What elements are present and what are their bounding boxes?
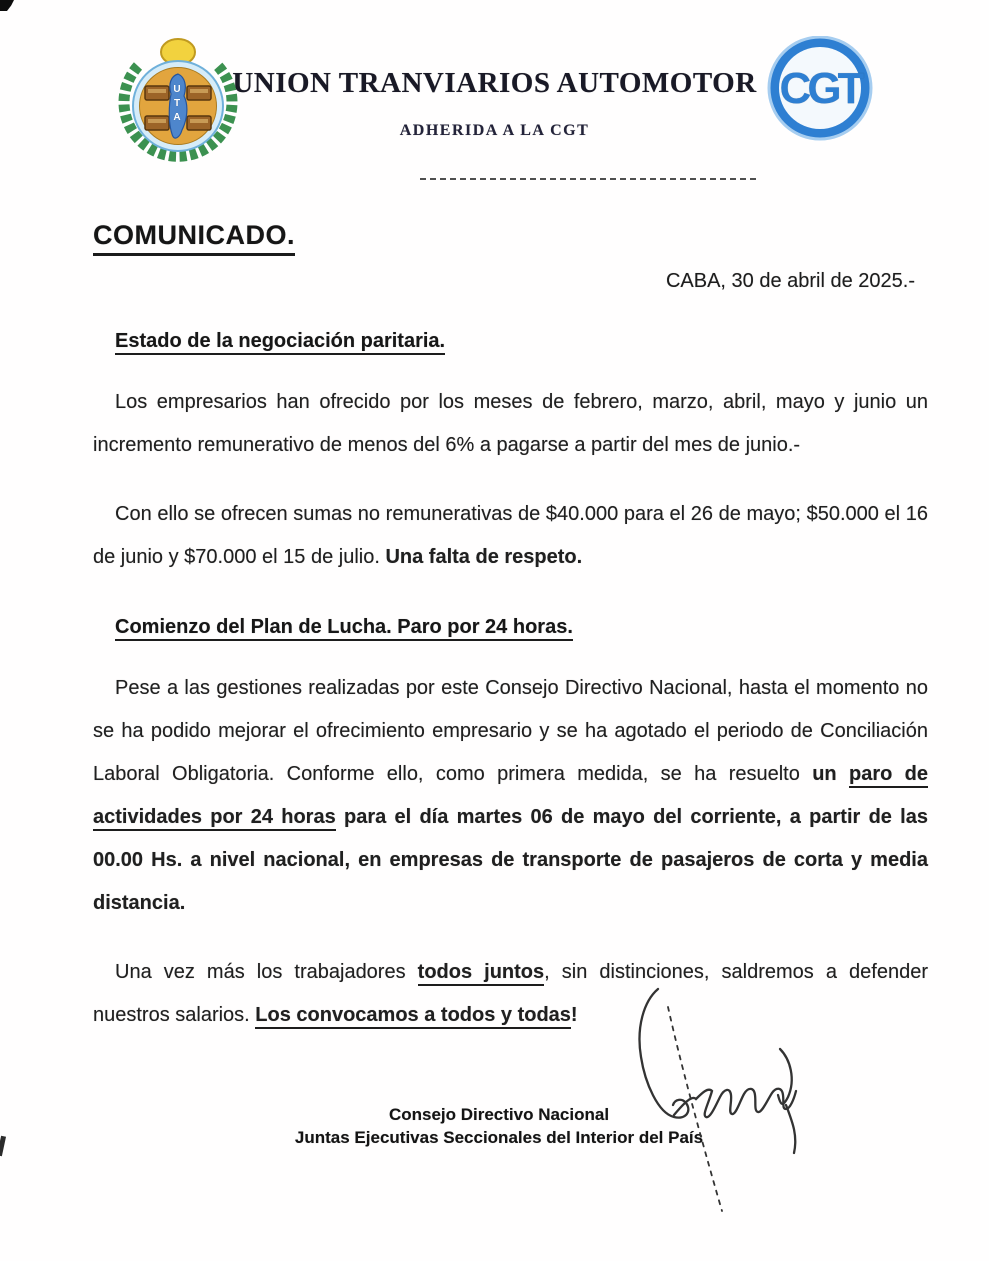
document-title: COMUNICADO. bbox=[93, 220, 295, 256]
svg-text:T: T bbox=[173, 98, 181, 109]
svg-text:A: A bbox=[173, 112, 181, 123]
paragraph: Con ello se ofrecen sumas no remunerativas de $40.000 para el 26 de mayo; $50.000 el 16 de junio y $70.000 el 15 de julio. Una falta de respeto. bbox=[93, 503, 928, 568]
svg-text:CGT: CGT bbox=[779, 64, 861, 113]
cgt-logo-icon bbox=[766, 36, 874, 142]
signature-line-1: Consejo Directivo Nacional bbox=[388, 1105, 610, 1124]
letterhead bbox=[0, 0, 989, 170]
date-line: CABA, 30 de abril de 2025.- bbox=[665, 270, 915, 292]
document-blocks bbox=[93, 327, 928, 1037]
organization-name: UNION TRANVIARIOS AUTOMOTOR bbox=[232, 67, 757, 99]
signature-line-2: Juntas Ejecutivas Seccionales del Interior del País bbox=[294, 1128, 704, 1147]
signature-area bbox=[93, 1103, 928, 1149]
uta-logo-icon bbox=[112, 36, 244, 168]
section-heading: Estado de la negociación paritaria. bbox=[115, 327, 928, 355]
svg-text:U: U bbox=[173, 84, 181, 95]
affiliation-line: ADHERIDA A LA CGT bbox=[399, 122, 590, 139]
paragraph: Una vez más los trabajadores todos juntos, sin distinciones, saldremos a defender nuestros salarios. Los convocamos a todos y todas! bbox=[93, 951, 928, 1037]
document-body bbox=[0, 180, 989, 1149]
paragraph: Los empresarios han ofrecido por los meses de febrero, marzo, abril, mayo y junio un incremento remunerativo de menos del 6% a pagarse a partir del mes de junio.- bbox=[93, 391, 928, 456]
paragraph: Pese a las gestiones realizadas por este Consejo Directivo Nacional, hasta el momento no se ha podido mejorar el ofrecimiento empresario y se ha agotado el periodo de Conciliación Laboral Obligatoria. Conforme ello, como primera medida, se ha resuelto un paro de actividades por 24 horas para el día martes 06 de mayo del corriente, a partir de las 00.00 Hs. a nivel nacional, en empresas de transporte de pasajeros de corta y media distancia. bbox=[93, 677, 928, 914]
section-heading: Comienzo del Plan de Lucha. Paro por 24 horas. bbox=[115, 613, 928, 641]
